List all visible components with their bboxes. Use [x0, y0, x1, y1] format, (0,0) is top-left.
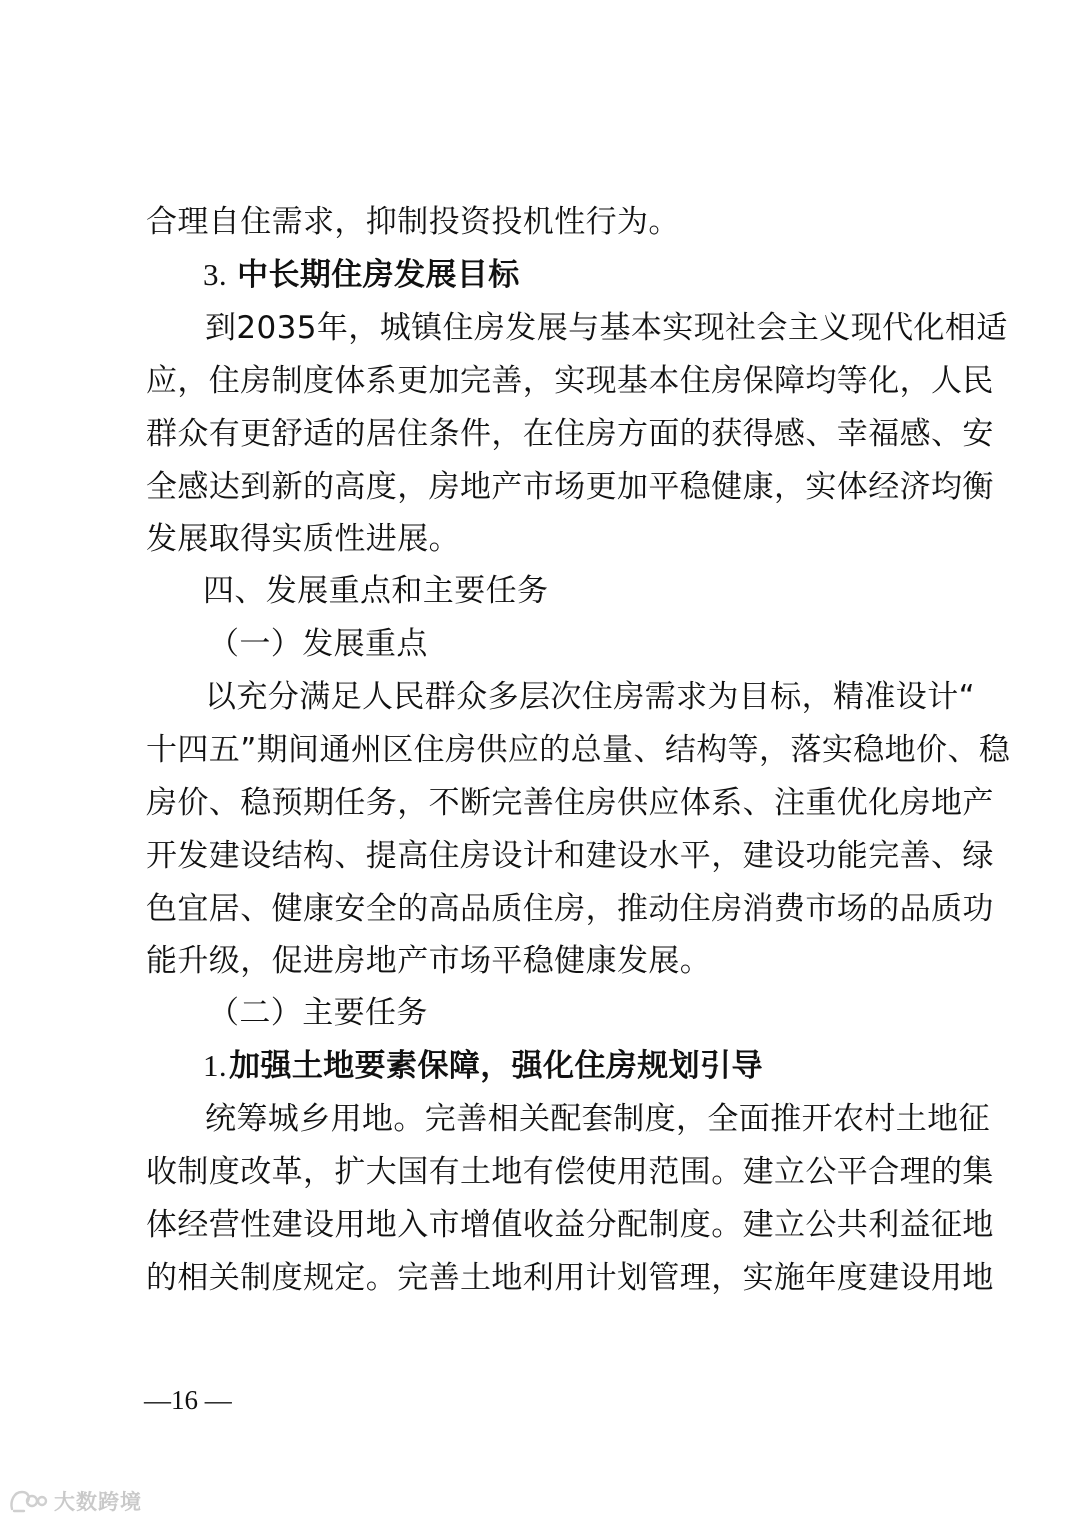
- section-heading-text: 加强土地要素保障，强化住房规划引导: [229, 1048, 763, 1084]
- paragraph-line: 合理自住需求，抑制投资投机性行为。: [146, 204, 680, 240]
- paragraph-line: 色宜居、健康安全的高品质住房，推动住房消费市场的品质功: [146, 891, 994, 927]
- paragraph-line: 到2035年，城镇住房发展与基本实现社会主义现代化相适: [205, 310, 1008, 346]
- watermark-text: 大数跨境: [54, 1490, 142, 1514]
- section-heading: [203, 249, 1003, 301]
- paragraph-line: 的相关制度规定。完善土地利用计划管理，实施年度建设用地: [146, 1260, 994, 1296]
- paragraph-line: 收制度改革，扩大国有土地有偿使用范围。建立公平合理的集: [146, 1154, 994, 1190]
- subsection-heading: （一）发展重点: [208, 626, 428, 662]
- chapter-heading: 四、发展重点和主要任务: [203, 573, 549, 609]
- paragraph-line: 统筹城乡用地。完善相关配套制度，全面推开农村土地征: [205, 1101, 990, 1137]
- section-heading: [203, 1040, 1003, 1092]
- paragraph-line: 能升级，促进房地产市场平稳健康发展。: [146, 943, 712, 979]
- paragraph-line: 房价、稳预期任务，不断完善住房供应体系、注重优化房地产: [146, 785, 994, 821]
- section-heading-text: 中长期住房发展目标: [237, 257, 520, 293]
- paragraph-line: 群众有更舒适的居住条件，在住房方面的获得感、幸福感、安: [146, 416, 994, 452]
- paragraph-line: 以充分满足人民群众多层次住房需求为目标，精准设计“: [205, 679, 976, 715]
- paragraph-line: 十四五”期间通州区住房供应的总量、结构等，落实稳地价、稳: [146, 732, 1011, 768]
- subsection-heading: （二）主要任务: [208, 995, 428, 1031]
- watermark-logo-icon: [8, 1487, 48, 1515]
- paragraph-line: 开发建设结构、提高住房设计和建设水平，建设功能完善、绿: [146, 838, 994, 874]
- paragraph-line: 体经营性建设用地入市增值收益分配制度。建立公共利益征地: [146, 1207, 994, 1243]
- watermark: [8, 1486, 142, 1516]
- paragraph-line: 发展取得实质性进展。: [146, 521, 460, 557]
- paragraph-line: 全感达到新的高度，房地产市场更加平稳健康，实体经济均衡: [146, 469, 994, 505]
- section-heading-number: 1.: [203, 1048, 228, 1083]
- section-heading-number: 3.: [203, 257, 228, 292]
- page-number: —16 —: [144, 1385, 232, 1415]
- paragraph-line: 应，住房制度体系更加完善，实现基本住房保障均等化，人民: [146, 363, 994, 399]
